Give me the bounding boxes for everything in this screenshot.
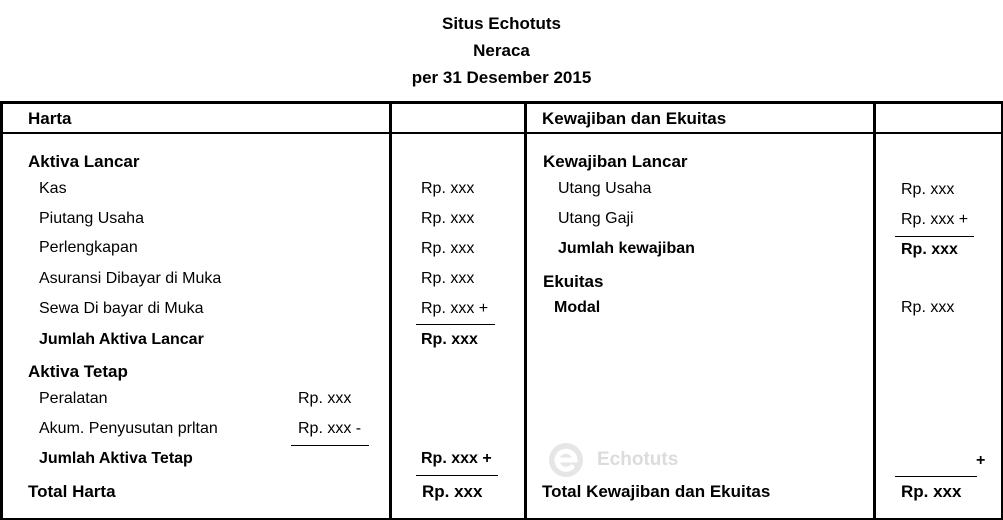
report-title: Neraca [473, 41, 530, 60]
liabilities-total-label: Jumlah kewajiban [558, 240, 695, 257]
liability-item-value: Rp. xxx + [901, 211, 969, 228]
watermark-text: Echotuts [597, 449, 679, 470]
total-liabilities-equity-value: Rp. xxx [901, 482, 962, 501]
subtotal-rule [291, 445, 369, 446]
total-rule [416, 475, 498, 476]
assets-column-header: Harta [28, 109, 72, 128]
subtotal-rule [416, 324, 495, 325]
total-rule [895, 476, 977, 477]
liability-item-value: Rp. xxx [901, 181, 955, 198]
asset-item-label: Akum. Penyusutan prltan [39, 420, 218, 437]
current-liabilities-heading: Kewajiban Lancar [543, 152, 688, 171]
total-liabilities-equity-label: Total Kewajiban dan Ekuitas [542, 482, 771, 501]
asset-item-value: Rp. xxx + [421, 300, 489, 317]
asset-item-label: Kas [39, 180, 67, 197]
current-assets-total-label: Jumlah Aktiva Lancar [39, 331, 204, 348]
fixed-assets-total-label: Jumlah Aktiva Tetap [39, 450, 193, 467]
liabilities-column-header: Kewajiban dan Ekuitas [542, 109, 727, 128]
liability-item-label: Utang Gaji [558, 210, 634, 227]
asset-item-value: Rp. xxx [421, 240, 475, 257]
asset-item-label: Sewa Di bayar di Muka [39, 300, 204, 317]
asset-item-value: Rp. xxx [421, 180, 475, 197]
current-assets-total-value: Rp. xxx [421, 331, 478, 348]
total-assets-value: Rp. xxx [422, 482, 483, 501]
column-divider [524, 101, 527, 519]
fixed-assets-heading: Aktiva Tetap [28, 362, 128, 381]
report-date: per 31 Desember 2015 [411, 68, 592, 87]
asset-item-value: Rp. xxx [421, 270, 475, 287]
asset-item-label: Piutang Usaha [39, 210, 144, 227]
company-title: Situs Echotuts [441, 14, 561, 33]
equity-heading: Ekuitas [543, 272, 604, 291]
asset-item-value: Rp. xxx [421, 210, 475, 227]
equity-item-label: Modal [554, 299, 601, 316]
echotuts-logo-icon [548, 442, 584, 478]
equity-item-value: Rp. xxx [901, 299, 955, 316]
total-assets-label: Total Harta [28, 482, 116, 501]
current-assets-heading: Aktiva Lancar [28, 152, 140, 171]
asset-item-value: Rp. xxx [298, 390, 352, 407]
asset-item-label: Asuransi Dibayar di Muka [39, 270, 222, 287]
plus-sign: + [976, 452, 986, 469]
column-divider [873, 101, 876, 519]
asset-item-value: Rp. xxx - [298, 420, 362, 437]
column-divider [389, 101, 392, 519]
asset-item-label: Peralatan [39, 390, 108, 407]
liabilities-total-value: Rp. xxx [901, 241, 958, 258]
asset-item-label: Perlengkapan [39, 239, 138, 256]
subtotal-rule [895, 236, 974, 237]
header-divider [0, 132, 1003, 134]
fixed-assets-total-value: Rp. xxx + [421, 450, 492, 467]
liability-item-label: Utang Usaha [558, 180, 652, 197]
